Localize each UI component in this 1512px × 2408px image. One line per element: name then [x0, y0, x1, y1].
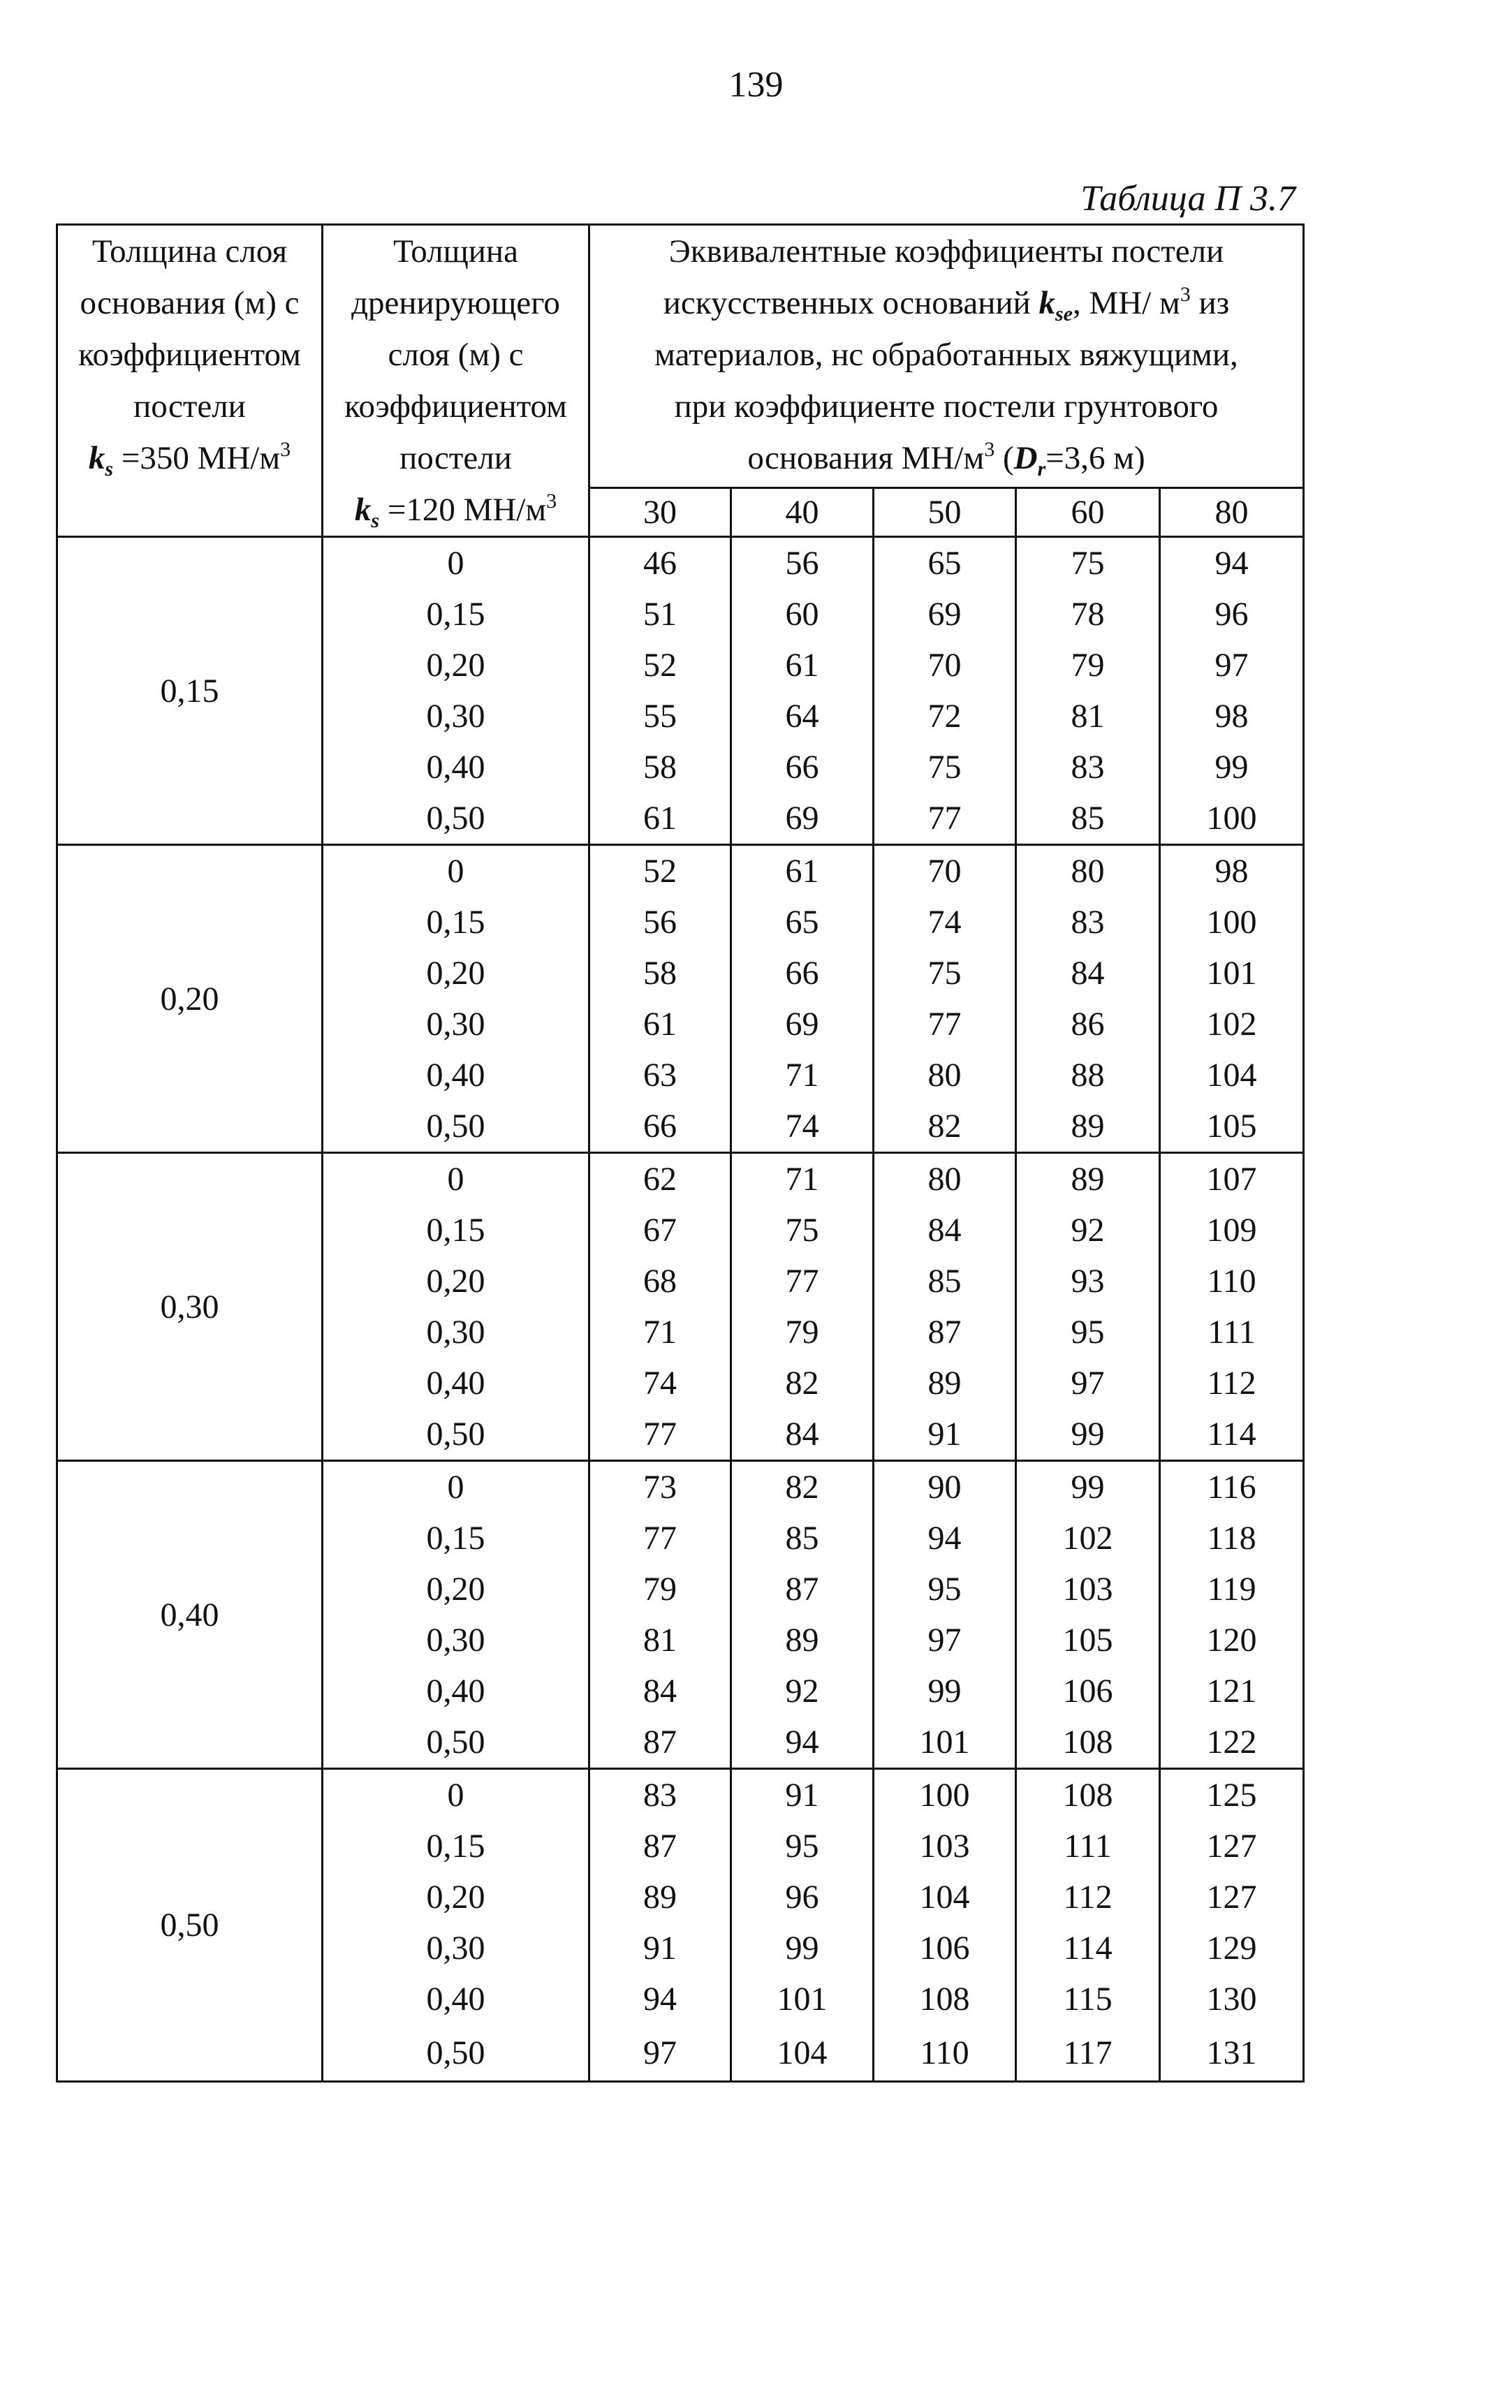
coefficient-cell: 110: [874, 2025, 1016, 2082]
coefficient-cell: 110: [1160, 1256, 1304, 1307]
coefficient-cell: 106: [1016, 1666, 1160, 1717]
column-header: 30: [589, 488, 731, 537]
coefficient-cell: 104: [1160, 1050, 1304, 1101]
coefficient-cell: 87: [874, 1307, 1016, 1358]
coefficient-cell: 94: [1160, 537, 1304, 589]
column-header: 40: [731, 488, 874, 537]
coefficient-cell: 109: [1160, 1205, 1304, 1256]
coefficient-cell: 84: [731, 1409, 874, 1461]
drainage-thickness-cell: 0,20: [323, 640, 589, 691]
coefficient-cell: 79: [731, 1307, 874, 1358]
coefficient-cell: 80: [874, 1153, 1016, 1205]
coefficient-cell: 121: [1160, 1666, 1304, 1717]
coefficient-cell: 98: [1160, 691, 1304, 742]
drainage-thickness-cell: 0,40: [323, 1666, 589, 1717]
base-thickness-cell: 0,15: [57, 537, 323, 845]
drainage-thickness-cell: 0,40: [323, 1974, 589, 2025]
coefficient-cell: 97: [1016, 1358, 1160, 1409]
coefficient-cell: 103: [1016, 1564, 1160, 1615]
coefficient-cell: 91: [874, 1409, 1016, 1461]
coefficient-cell: 83: [1016, 897, 1160, 948]
coefficient-cell: 74: [589, 1358, 731, 1409]
coefficient-cell: 88: [1016, 1050, 1160, 1101]
drainage-thickness-cell: 0,20: [323, 1256, 589, 1307]
coefficient-cell: 125: [1160, 1769, 1304, 1821]
coefficient-cell: 116: [1160, 1461, 1304, 1513]
column-header: 50: [874, 488, 1016, 537]
coefficient-cell: 70: [874, 845, 1016, 897]
header-drainage-layer-thickness: Толщина дренирующего слоя (м) с коэффициентом постели $k_s =120$ $МН/м^3$: [323, 225, 589, 537]
coefficient-cell: 94: [731, 1717, 874, 1769]
table-caption: Таблица П 3.7: [1080, 179, 1296, 219]
coefficient-cell: 117: [1016, 2025, 1160, 2082]
coefficient-cell: 82: [731, 1358, 874, 1409]
drainage-thickness-cell: 0,20: [323, 1872, 589, 1923]
drainage-thickness-cell: 0,15: [323, 897, 589, 948]
coefficient-cell: 94: [874, 1513, 1016, 1564]
coefficient-cell: 73: [589, 1461, 731, 1513]
coefficient-cell: 66: [731, 742, 874, 793]
coefficient-cell: 89: [874, 1358, 1016, 1409]
coefficient-cell: 65: [731, 897, 874, 948]
coefficient-cell: 83: [589, 1769, 731, 1821]
drainage-thickness-cell: 0,50: [323, 793, 589, 845]
coefficient-cell: 84: [1016, 948, 1160, 999]
coefficient-cell: 105: [1160, 1101, 1304, 1153]
coefficient-cell: 102: [1016, 1513, 1160, 1564]
coefficient-cell: 119: [1160, 1564, 1304, 1615]
base-thickness-cell: 0,30: [57, 1153, 323, 1461]
coefficient-cell: 51: [589, 589, 731, 640]
coefficient-cell: 114: [1016, 1923, 1160, 1974]
coefficient-cell: 84: [589, 1666, 731, 1717]
table-row: [57, 1461, 1304, 1513]
drainage-thickness-cell: 0,50: [323, 2025, 589, 2082]
header-base-layer-thickness: Толщина слоя основания (м) с коэффициентом постели $k_s =350$ $МН/м^3$: [57, 225, 323, 537]
coefficient-cell: 65: [874, 537, 1016, 589]
coefficient-cell: 77: [589, 1513, 731, 1564]
coefficient-cell: 85: [874, 1256, 1016, 1307]
coefficient-cell: 101: [1160, 948, 1304, 999]
coefficient-cell: 99: [1016, 1461, 1160, 1513]
coefficient-cell: 62: [589, 1153, 731, 1205]
drainage-thickness-cell: 0,30: [323, 691, 589, 742]
coefficient-cell: 114: [1160, 1409, 1304, 1461]
coefficient-cell: 58: [589, 742, 731, 793]
coefficient-cell: 72: [874, 691, 1016, 742]
coefficient-cell: 91: [731, 1769, 874, 1821]
drainage-thickness-cell: 0,15: [323, 1205, 589, 1256]
base-thickness-cell: 0,20: [57, 845, 323, 1153]
base-thickness-cell: 0,40: [57, 1461, 323, 1769]
coefficient-cell: 81: [589, 1615, 731, 1666]
table-row: [57, 537, 1304, 589]
coefficient-cell: 131: [1160, 2025, 1304, 2082]
table-row: [57, 845, 1304, 897]
coefficient-cell: 75: [731, 1205, 874, 1256]
drainage-thickness-cell: 0,30: [323, 1923, 589, 1974]
coefficient-cell: 90: [874, 1461, 1016, 1513]
coefficient-cell: 103: [874, 1821, 1016, 1872]
coefficient-cell: 89: [731, 1615, 874, 1666]
drainage-thickness-cell: 0,15: [323, 589, 589, 640]
coefficient-cell: 102: [1160, 999, 1304, 1050]
coefficient-cell: 104: [874, 1872, 1016, 1923]
coefficient-cell: 69: [731, 999, 874, 1050]
coefficient-cell: 95: [731, 1821, 874, 1872]
coefficient-cell: 71: [731, 1050, 874, 1101]
coefficients-table: [56, 223, 1305, 2083]
coefficient-cell: 56: [589, 897, 731, 948]
drainage-thickness-cell: 0,15: [323, 1821, 589, 1872]
coefficient-cell: 89: [1016, 1101, 1160, 1153]
coefficient-cell: 95: [1016, 1307, 1160, 1358]
coefficient-cell: 92: [1016, 1205, 1160, 1256]
coefficient-cell: 99: [1016, 1409, 1160, 1461]
coefficient-cell: 104: [731, 2025, 874, 2082]
coefficient-cell: 69: [731, 793, 874, 845]
coefficient-cell: 97: [874, 1615, 1016, 1666]
coefficient-cell: 82: [731, 1461, 874, 1513]
header-equivalent-coefficients: Эквивалентные коэффициенты постели искусственных оснований $k_{se}$, МН/ $м^3$ из материалов, нс обработанных вяжущими, при коэффициенте постели грунтового основания $МН/м^3$ ($D_r=3,6$ м): [589, 225, 1304, 488]
coefficient-cell: 70: [874, 640, 1016, 691]
drainage-thickness-cell: 0,50: [323, 1409, 589, 1461]
coefficient-cell: 80: [874, 1050, 1016, 1101]
coefficient-cell: 74: [874, 897, 1016, 948]
coefficient-cell: 127: [1160, 1872, 1304, 1923]
coefficient-cell: 77: [731, 1256, 874, 1307]
coefficient-cell: 112: [1160, 1358, 1304, 1409]
coefficient-cell: 58: [589, 948, 731, 999]
coefficient-cell: 55: [589, 691, 731, 742]
coefficient-cell: 99: [874, 1666, 1016, 1717]
coefficient-cell: 60: [731, 589, 874, 640]
drainage-thickness-cell: 0: [323, 537, 589, 589]
coefficient-cell: 111: [1016, 1821, 1160, 1872]
coefficient-cell: 87: [589, 1717, 731, 1769]
coefficient-cell: 79: [589, 1564, 731, 1615]
drainage-thickness-cell: 0: [323, 1769, 589, 1821]
coefficient-cell: 87: [731, 1564, 874, 1615]
coefficient-cell: 96: [1160, 589, 1304, 640]
coefficient-cell: 84: [874, 1205, 1016, 1256]
drainage-thickness-cell: 0,20: [323, 1564, 589, 1615]
coefficient-cell: 108: [1016, 1717, 1160, 1769]
coefficient-cell: 118: [1160, 1513, 1304, 1564]
drainage-thickness-cell: 0,15: [323, 1513, 589, 1564]
page-number: 139: [728, 65, 784, 105]
coefficient-cell: 111: [1160, 1307, 1304, 1358]
drainage-thickness-cell: 0,40: [323, 1050, 589, 1101]
coefficient-cell: 91: [589, 1923, 731, 1974]
table-row: [57, 1769, 1304, 1821]
drainage-thickness-cell: 0,50: [323, 1101, 589, 1153]
coefficient-cell: 81: [1016, 691, 1160, 742]
table-row: [57, 1153, 1304, 1205]
coefficient-cell: 83: [1016, 742, 1160, 793]
coefficient-cell: 92: [731, 1666, 874, 1717]
coefficient-cell: 127: [1160, 1821, 1304, 1872]
coefficient-cell: 87: [589, 1821, 731, 1872]
coefficient-cell: 99: [731, 1923, 874, 1974]
coefficient-cell: 99: [1160, 742, 1304, 793]
coefficient-cell: 101: [731, 1974, 874, 2025]
coefficient-cell: 107: [1160, 1153, 1304, 1205]
coefficient-cell: 52: [589, 845, 731, 897]
coefficient-cell: 66: [589, 1101, 731, 1153]
drainage-thickness-cell: 0,30: [323, 1615, 589, 1666]
base-thickness-cell: 0,50: [57, 1769, 323, 2082]
coefficient-cell: 56: [731, 537, 874, 589]
coefficient-cell: 75: [1016, 537, 1160, 589]
coefficient-cell: 77: [589, 1409, 731, 1461]
coefficient-cell: 100: [874, 1769, 1016, 1821]
coefficient-cell: 108: [1016, 1769, 1160, 1821]
coefficient-cell: 130: [1160, 1974, 1304, 2025]
drainage-thickness-cell: 0,30: [323, 999, 589, 1050]
coefficient-cell: 97: [589, 2025, 731, 2082]
coefficient-cell: 93: [1016, 1256, 1160, 1307]
coefficient-cell: 66: [731, 948, 874, 999]
coefficient-cell: 64: [731, 691, 874, 742]
coefficient-cell: 101: [874, 1717, 1016, 1769]
coefficient-cell: 79: [1016, 640, 1160, 691]
coefficient-cell: 105: [1016, 1615, 1160, 1666]
coefficient-cell: 77: [874, 999, 1016, 1050]
header-row: [57, 225, 1304, 488]
column-header: 60: [1016, 488, 1160, 537]
drainage-thickness-cell: 0,50: [323, 1717, 589, 1769]
coefficient-cell: 115: [1016, 1974, 1160, 2025]
coefficient-cell: 69: [874, 589, 1016, 640]
coefficient-cell: 67: [589, 1205, 731, 1256]
coefficient-cell: 61: [731, 640, 874, 691]
drainage-thickness-cell: 0: [323, 1461, 589, 1513]
coefficient-cell: 46: [589, 537, 731, 589]
coefficient-cell: 61: [589, 999, 731, 1050]
coefficient-cell: 122: [1160, 1717, 1304, 1769]
coefficient-cell: 85: [1016, 793, 1160, 845]
coefficient-cell: 86: [1016, 999, 1160, 1050]
column-header: 80: [1160, 488, 1304, 537]
coefficient-cell: 82: [874, 1101, 1016, 1153]
coefficient-cell: 80: [1016, 845, 1160, 897]
coefficient-cell: 85: [731, 1513, 874, 1564]
coefficient-cell: 98: [1160, 845, 1304, 897]
coefficient-cell: 74: [731, 1101, 874, 1153]
coefficient-cell: 75: [874, 948, 1016, 999]
coefficient-cell: 52: [589, 640, 731, 691]
coefficient-cell: 108: [874, 1974, 1016, 2025]
coefficient-cell: 77: [874, 793, 1016, 845]
coefficient-cell: 94: [589, 1974, 731, 2025]
coefficient-cell: 63: [589, 1050, 731, 1101]
coefficient-cell: 95: [874, 1564, 1016, 1615]
coefficient-cell: 96: [731, 1872, 874, 1923]
drainage-thickness-cell: 0,40: [323, 742, 589, 793]
coefficient-cell: 75: [874, 742, 1016, 793]
coefficient-cell: 71: [731, 1153, 874, 1205]
coefficient-cell: 89: [589, 1872, 731, 1923]
drainage-thickness-cell: 0: [323, 845, 589, 897]
drainage-thickness-cell: 0,40: [323, 1358, 589, 1409]
coefficient-cell: 112: [1016, 1872, 1160, 1923]
coefficient-cell: 61: [731, 845, 874, 897]
drainage-thickness-cell: 0: [323, 1153, 589, 1205]
coefficient-cell: 106: [874, 1923, 1016, 1974]
coefficient-cell: 100: [1160, 897, 1304, 948]
coefficient-cell: 89: [1016, 1153, 1160, 1205]
coefficient-cell: 100: [1160, 793, 1304, 845]
coefficient-cell: 78: [1016, 589, 1160, 640]
coefficient-cell: 97: [1160, 640, 1304, 691]
drainage-thickness-cell: 0,20: [323, 948, 589, 999]
drainage-thickness-cell: 0,30: [323, 1307, 589, 1358]
coefficient-cell: 129: [1160, 1923, 1304, 1974]
coefficient-cell: 61: [589, 793, 731, 845]
coefficient-cell: 120: [1160, 1615, 1304, 1666]
coefficient-cell: 71: [589, 1307, 731, 1358]
coefficient-cell: 68: [589, 1256, 731, 1307]
